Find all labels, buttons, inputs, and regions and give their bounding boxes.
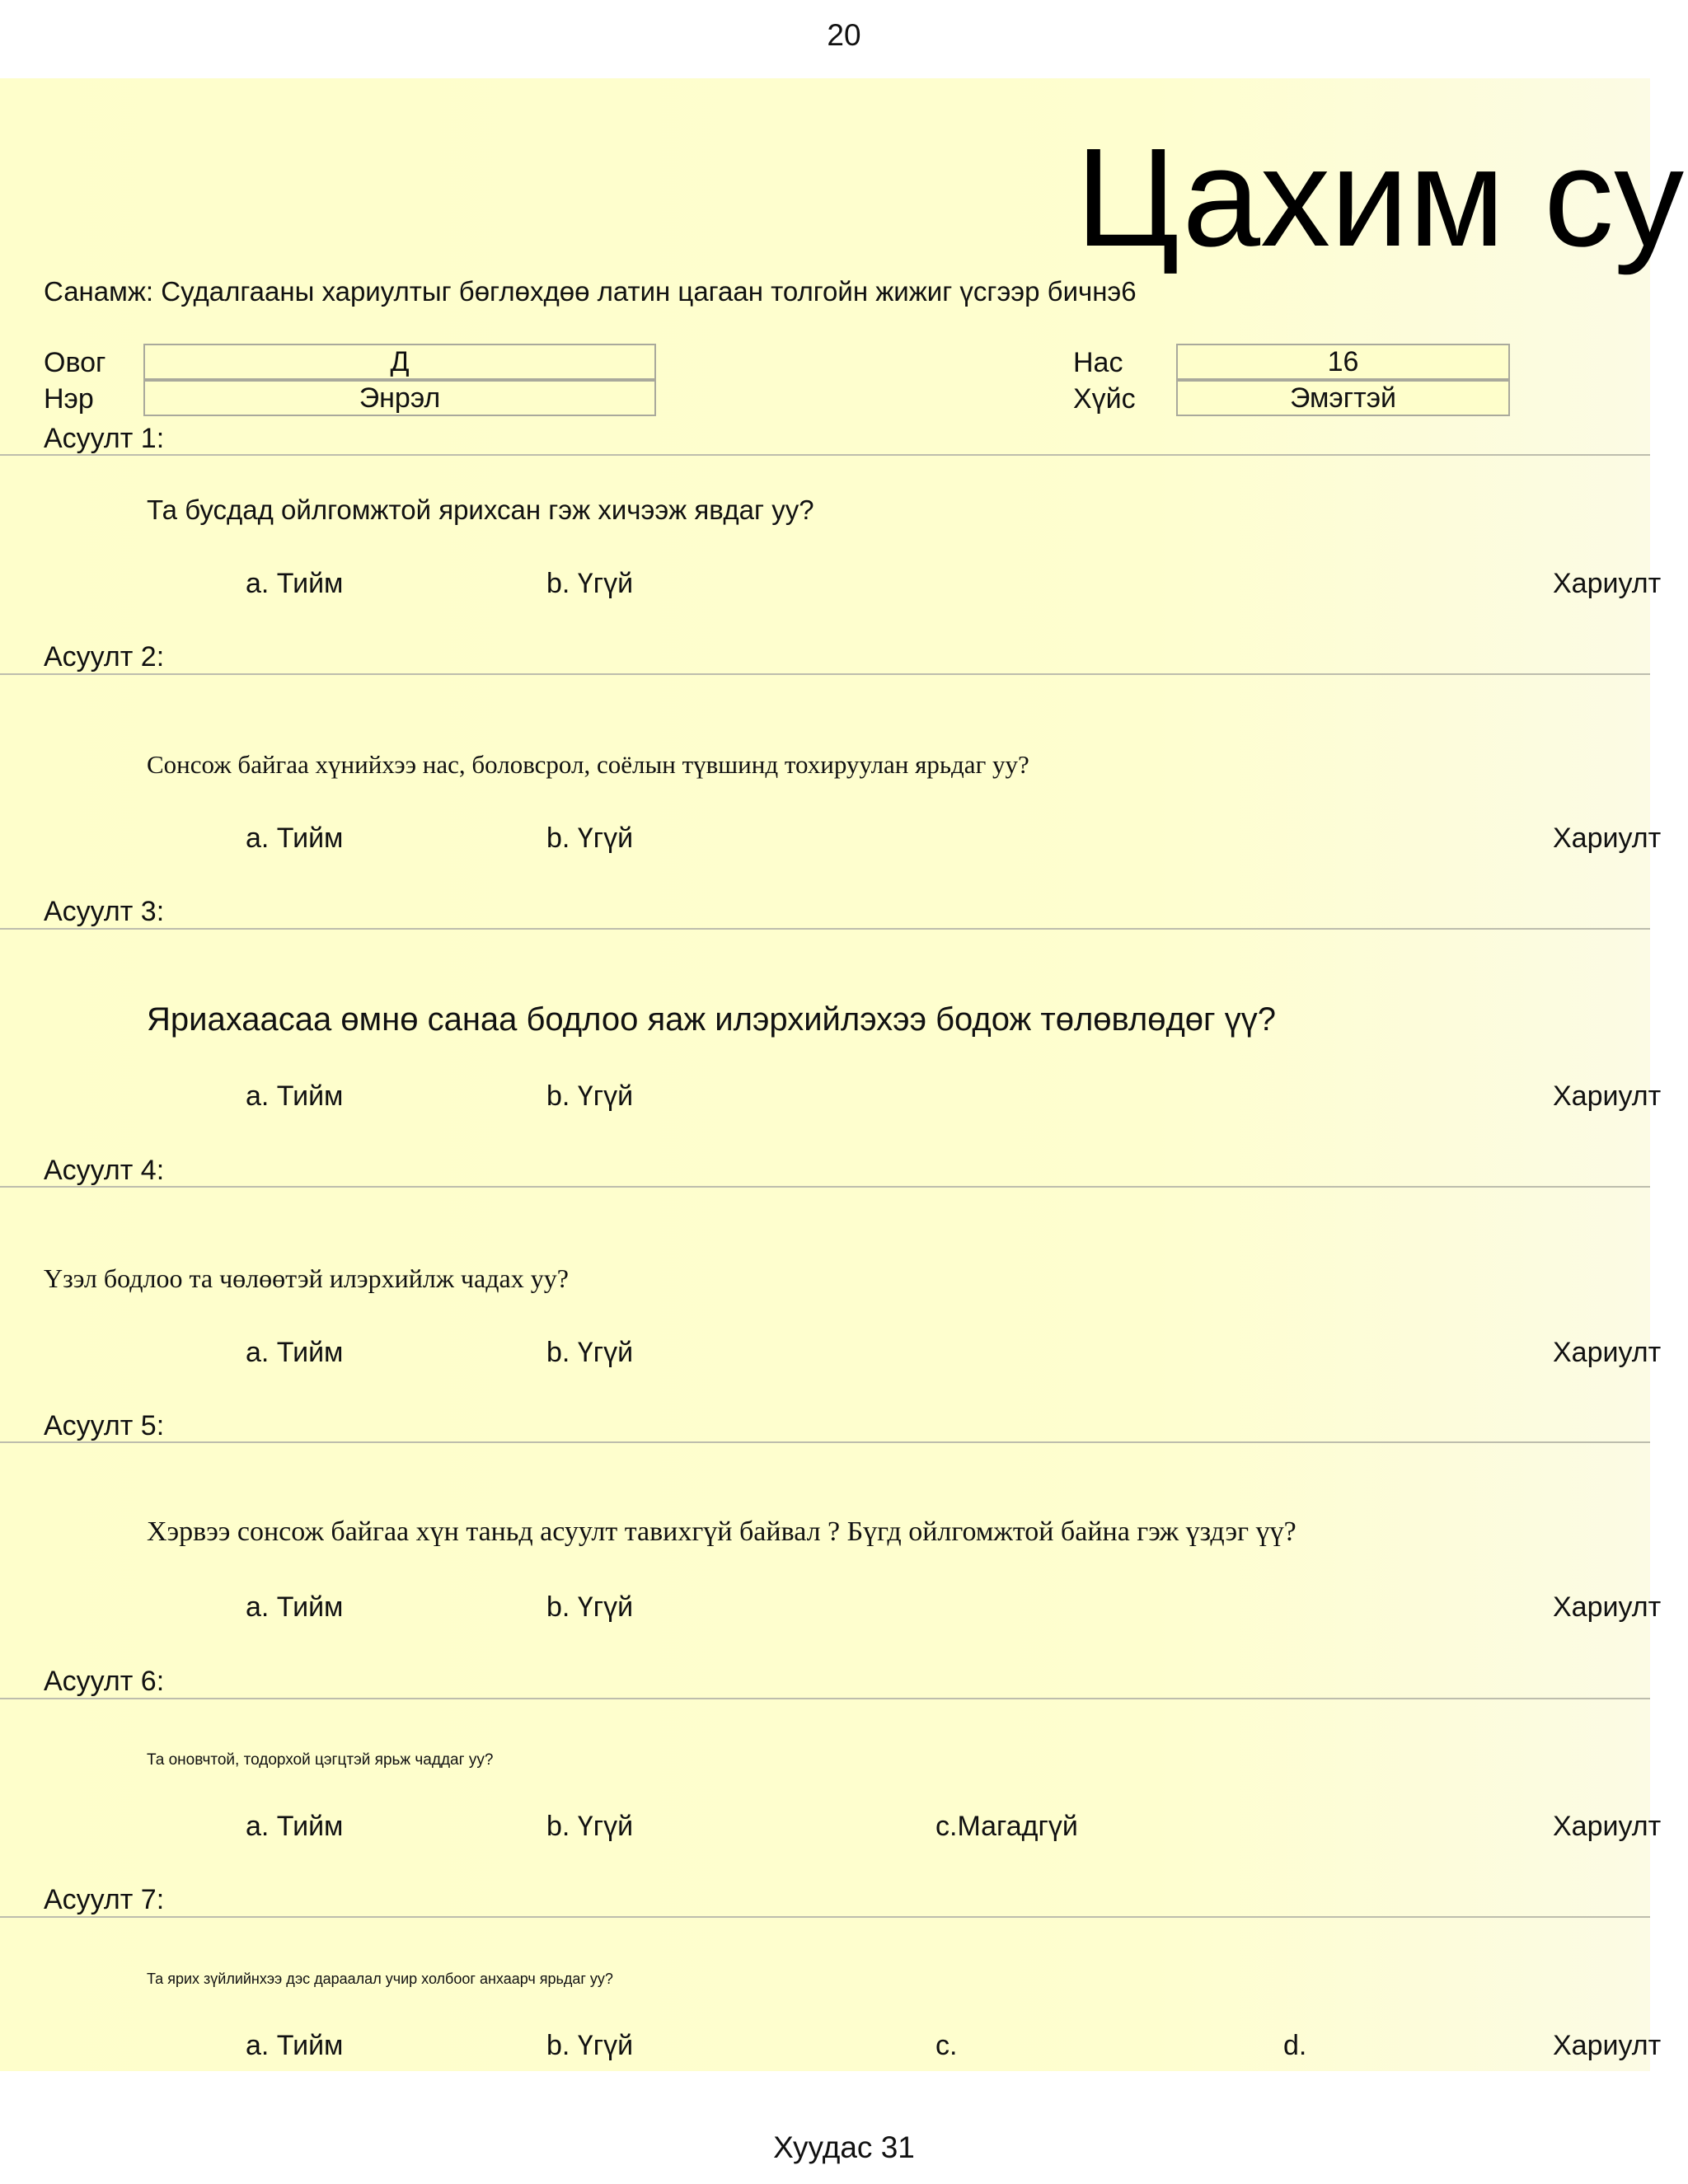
- age-label: Нас: [1073, 347, 1123, 378]
- question-2-divider: [0, 673, 1650, 675]
- question-7-divider: [0, 1916, 1650, 1918]
- question-1-label: Асуулт 1:: [44, 423, 165, 454]
- question-5-option-a[interactable]: a. Тийм: [246, 1591, 344, 1623]
- question-3-label: Асуулт 3:: [44, 896, 165, 927]
- page-footer: Хуудас 31: [773, 2130, 915, 2164]
- question-2-option-a[interactable]: a. Тийм: [246, 823, 344, 854]
- question-7-option-b[interactable]: b. Үгүй: [546, 2030, 634, 2061]
- question-5-answer-label: Хариулт: [1553, 1591, 1662, 1623]
- question-7-label: Асуулт 7:: [44, 1884, 165, 1915]
- question-4-divider: [0, 1186, 1650, 1188]
- survey-sheet: [0, 78, 1685, 2071]
- survey-title: Цахим су: [1076, 120, 1685, 276]
- question-7-text: Та ярих зүйлийнхээ дэс дараалал учир холбоог анхаарч ярьдаг уу?: [147, 1971, 613, 1987]
- question-6-option-a[interactable]: a. Тийм: [246, 1811, 344, 1842]
- surname-field[interactable]: Д: [143, 344, 656, 380]
- question-2-option-b[interactable]: b. Үгүй: [546, 823, 634, 854]
- question-1-text: Та бусдад ойлгомжтой ярихсан гэж хичээж явдаг уу?: [147, 494, 814, 525]
- surname-label: Овог: [44, 347, 106, 378]
- question-1-divider: [0, 454, 1650, 456]
- age-field[interactable]: 16: [1176, 344, 1510, 380]
- name-field[interactable]: Энрэл: [143, 380, 656, 416]
- question-1-answer-label: Хариулт: [1553, 568, 1662, 599]
- question-6-divider: [0, 1698, 1650, 1699]
- gender-label: Хүйс: [1073, 383, 1136, 415]
- question-6-option-c[interactable]: c.Магадгүй: [935, 1811, 1078, 1842]
- question-5-option-b[interactable]: b. Үгүй: [546, 1591, 634, 1623]
- question-3-option-b[interactable]: b. Үгүй: [546, 1080, 634, 1112]
- page-number-top: 20: [827, 18, 861, 52]
- question-4-answer-label: Хариулт: [1553, 1337, 1662, 1368]
- question-7-answer-label: Хариулт: [1553, 2030, 1662, 2061]
- question-6-label: Асуулт 6:: [44, 1666, 165, 1697]
- question-2-text: Сонсож байгаа хүнийхээ нас, боловсрол, соёлын түвшинд тохируулан ярьдаг уу?: [147, 750, 1029, 779]
- question-4-option-b[interactable]: b. Үгүй: [546, 1337, 634, 1368]
- name-label: Нэр: [44, 383, 94, 415]
- question-1-option-b[interactable]: b. Үгүй: [546, 568, 634, 599]
- question-2-label: Асуулт 2:: [44, 641, 165, 673]
- question-6-answer-label: Хариулт: [1553, 1811, 1662, 1842]
- question-3-answer-label: Хариулт: [1553, 1080, 1662, 1112]
- question-2-answer-label: Хариулт: [1553, 823, 1662, 854]
- question-3-divider: [0, 928, 1650, 930]
- question-5-label: Асуулт 5:: [44, 1410, 165, 1441]
- question-5-text: Хэрвээ сонсож байгаа хүн таньд асуулт тавихгүй байвал ? Бүгд ойлгомжтой байна гэж үздэг үү?: [147, 1516, 1296, 1547]
- question-6-option-b[interactable]: b. Үгүй: [546, 1811, 634, 1842]
- question-3-option-a[interactable]: a. Тийм: [246, 1080, 344, 1112]
- question-4-option-a[interactable]: a. Тийм: [246, 1337, 344, 1368]
- gender-field[interactable]: Эмэгтэй: [1176, 380, 1510, 416]
- question-5-divider: [0, 1441, 1650, 1443]
- question-7-option-c[interactable]: c.: [935, 2030, 958, 2061]
- question-7-option-a[interactable]: a. Тийм: [246, 2030, 344, 2061]
- instruction-note: Санамж: Судалгааны хариултыг бөглөхдөө латин цагаан толгойн жижиг үсгээр бичнэ6: [44, 276, 1137, 307]
- question-6-text: Та оновчтой, тодорхой цэгцтэй ярьж чаддаг уу?: [147, 1751, 494, 1769]
- question-4-text: Үзэл бодлоо та чөлөөтэй илэрхийлж чадах уу?: [44, 1263, 569, 1293]
- question-4-label: Асуулт 4:: [44, 1155, 165, 1186]
- question-3-text: Яриахаасаа өмнө санаа бодлоо яаж илэрхийлэхээ бодож төлөвлөдөг үү?: [147, 1001, 1276, 1038]
- question-7-option-d[interactable]: d.: [1283, 2030, 1307, 2061]
- question-1-option-a[interactable]: a. Тийм: [246, 568, 344, 599]
